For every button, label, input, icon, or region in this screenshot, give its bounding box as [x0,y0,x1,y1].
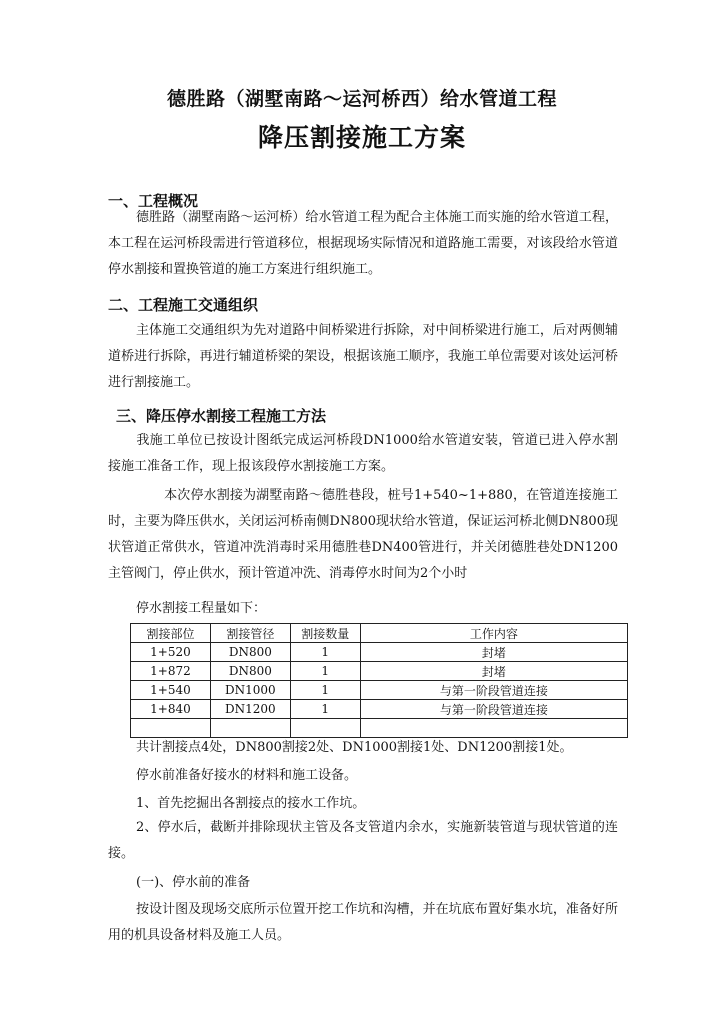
table-cell: 1+540 [131,681,211,700]
table-cell: 1 [290,681,360,700]
table-cell: 与第一阶段管道连接 [360,681,627,700]
subsection-1-paragraph: 按设计图及现场交底所示位置开挖工作坑和沟槽，并在坑底布置好集水坑，准备好所用的机具设备材料及施工人员。 [108,902,618,943]
document-subtitle: 降压割接施工方案 [257,123,466,152]
table-header-row [131,624,628,643]
table-cell: 1+520 [131,643,211,662]
table-cell: 与第一阶段管道连接 [360,700,627,719]
document-title: 德胜路（湖墅南路～运河桥西）给水管道工程 [166,88,557,110]
table-caption: 停水割接工程量如下： [136,601,267,616]
table-row [131,681,628,700]
section-1-paragraph: 德胜路（湖墅南路～运河桥）给水管道工程为配合主体施工而实施的给水管道工程，本工程在运河桥段需进行管道移位，根据现场实际情况和道路施工需要，对该段给水管道停水割接和置换管道的施工方案进行组织施工。 [108,210,618,277]
table-header-cell: 割接部位 [131,624,211,643]
table-cell: 封堵 [360,662,627,681]
section-2-paragraph: 主体施工交通组织为先对道路中间桥梁进行拆除，对中间桥梁进行施工，后对两侧辅道桥进行拆除，再进行辅道桥梁的架设，根据该施工顺序，我施工单位需要对该处运河桥进行割接施工。 [108,323,618,390]
table-cell: 1 [290,662,360,681]
table-row [131,662,628,681]
preparation-note: 停水前准备好接水的材料和施工设备。 [136,768,358,783]
table-row [131,700,628,719]
cutover-table [130,623,628,738]
table-cell: 1+840 [131,700,211,719]
table-cell: 1 [290,643,360,662]
table-header-cell: 工作内容 [360,624,627,643]
section-3-paragraph-1: 我施工单位已按设计图纸完成运河桥段DN1000给水管道安装，管道已进入停水割接施工准备工作，现上报该段停水割接施工方案。 [108,433,618,474]
table-cell: 1+872 [131,662,211,681]
table-header-cell: 割接数量 [290,624,360,643]
section-2-heading: 二、工程施工交通组织 [108,296,259,314]
step-2: 2、停水后，截断并排除现状主管及各支管道内余水，实施新装管道与现状管道的连接。 [108,820,618,861]
subsection-1-heading: (一)、停水前的准备 [136,875,251,890]
section-3-heading: 三、降压停水割接工程施工方法 [116,407,327,425]
section-3-paragraph-2: 本次停水割接为湖墅南路～德胜巷段，桩号1+540~1+880，在管道连接施工时，主要为降压供水，关闭运河桥南侧DN800现状给水管道，保证运河桥北侧DN800现状管道正常供水，管道冲洗消毒时采用德胜巷DN400管进行，并关闭德胜巷处DN1200主管阀门，停止供水，预计管道冲洗、消毒停水时间为2个小时 [108,488,618,581]
table-cell: DN800 [210,643,290,662]
cutover-summary: 共计割接点4处，DN800割接2处、DN1000割接1处、DN1200割接1处。 [136,740,573,755]
table-row [131,643,628,662]
table-header-cell: 割接管径 [210,624,290,643]
table-cell: DN1200 [210,700,290,719]
table-cell: 1 [290,700,360,719]
section-1-heading: 一、工程概况 [108,192,199,210]
table-cell: 封堵 [360,643,627,662]
step-1: 1、首先挖掘出各割接点的接水工作坑。 [136,796,366,811]
table-cell: DN800 [210,662,290,681]
table-cell: DN1000 [210,681,290,700]
